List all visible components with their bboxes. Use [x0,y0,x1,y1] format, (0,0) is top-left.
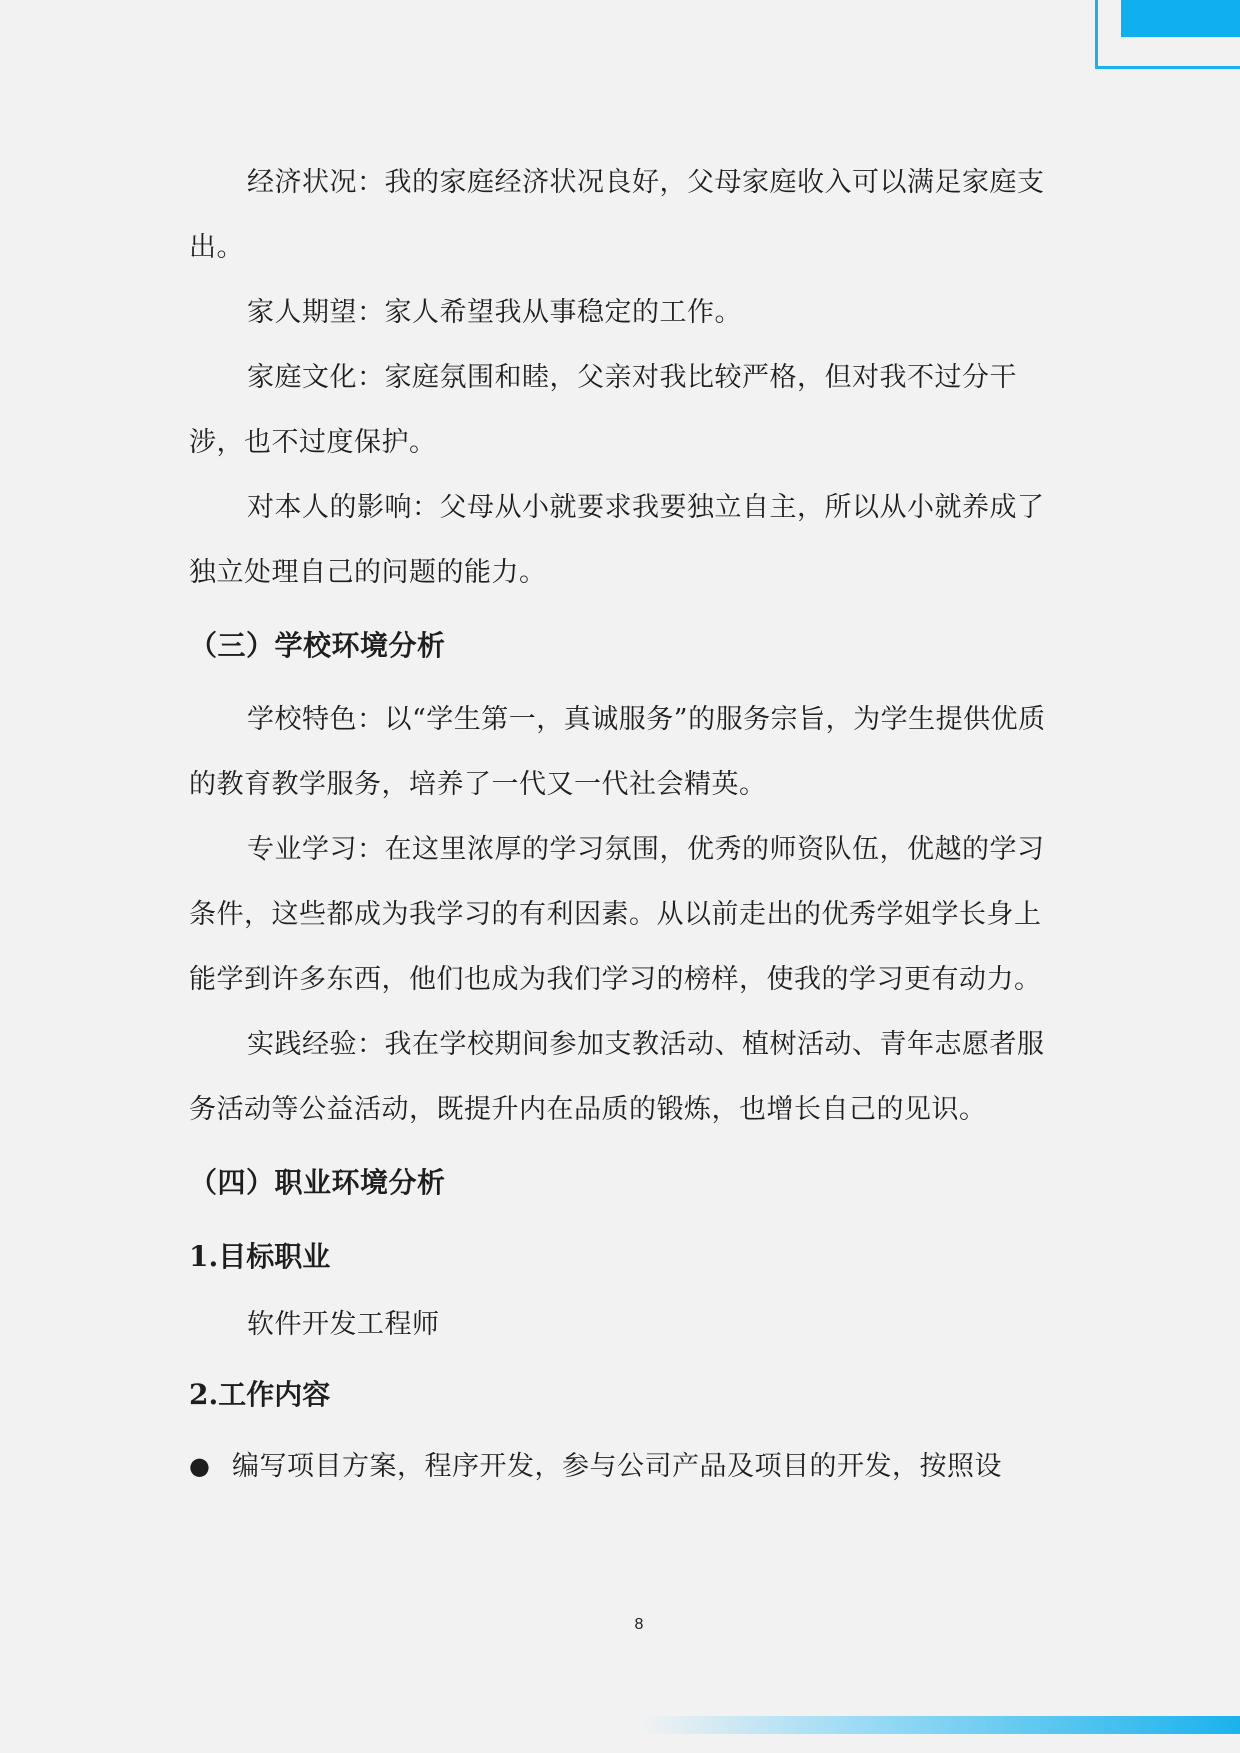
bullet-icon: ● [189,1452,211,1480]
document-body [189,150,1055,1499]
corner-decoration-block [1121,0,1240,37]
list-item [189,1434,1055,1499]
section-heading-career: （四）职业环境分析 [189,1166,446,1199]
paragraph-family-expectation: 家人期望：家人希望我从事稳定的工作。 [247,297,742,328]
paragraph-family-influence: 对本人的影响：父母从小就要求我要独立自主，所以从小就养成了独立处理自己的问题的能力。 [189,492,1045,588]
list-item-text: 编写项目方案，程序开发，参与公司产品及项目的开发，按照设 [232,1451,1002,1482]
page-number: 8 [634,1616,644,1633]
paragraph-family-culture: 家庭文化：家庭氛围和睦，父亲对我比较严格，但对我不过分干涉，也不过度保护。 [189,362,1017,458]
subheading-work-content: 2.工作内容 [189,1378,331,1411]
section-heading-school: （三）学校环境分析 [189,629,446,662]
paragraph-economic-status: 经济状况：我的家庭经济状况良好，父母家庭收入可以满足家庭支出。 [189,167,1045,263]
paragraph-school-feature: 学校特色：以“学生第一，真诚服务”的服务宗旨，为学生提供优质的教育教学服务，培养了一代又一代社会精英。 [189,704,1046,800]
paragraph-practice-experience: 实践经验：我在学校期间参加支教活动、植树活动、青年志愿者服务活动等公益活动，既提升内在品质的锻炼，也增长自己的见识。 [189,1029,1045,1125]
footer-gradient-bar [640,1716,1240,1734]
paragraph-major-study: 专业学习：在这里浓厚的学习氛围，优秀的师资队伍，优越的学习条件，这些都成为我学习的有利因素。从以前走出的优秀学姐学长身上能学到许多东西，他们也成为我们学习的榜样，使我的学习更有动力。 [189,834,1045,995]
paragraph-target-career: 软件开发工程师 [247,1309,440,1340]
subheading-target-career: 1.目标职业 [189,1240,331,1273]
